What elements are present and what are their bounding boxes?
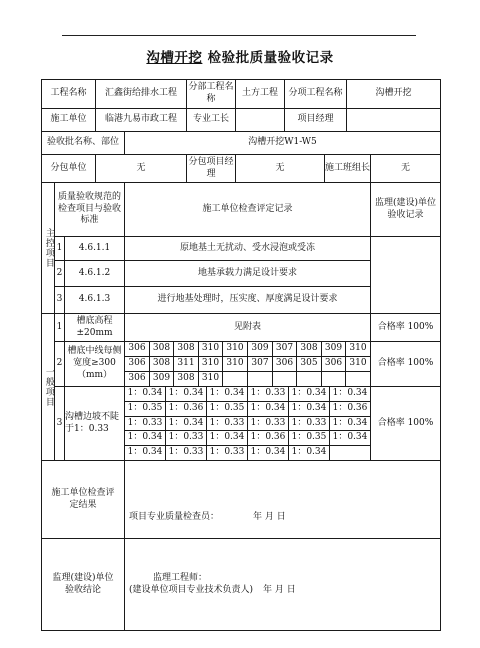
slope-measurement-cell: 1：0.35 <box>291 432 327 443</box>
general-item-record: 见附表 <box>233 321 261 332</box>
eval-date: 年 月 日 <box>253 512 286 523</box>
width-measurement-cell: 310 <box>226 358 244 369</box>
width-measurement-cell: 310 <box>349 343 367 354</box>
project-name-label: 工程名称 <box>50 88 87 99</box>
slope-measurement-cell: 1：0.34 <box>332 388 368 399</box>
supervision-conclusion-label: 监理(建设)单位验收结论 <box>52 572 114 595</box>
main-item-no: 2 <box>56 267 63 278</box>
slope-measurement-cell: 1：0.36 <box>332 403 368 414</box>
slope-measurement-cell: 1：0.33 <box>291 417 327 428</box>
batch-value: 沟槽开挖W1-W5 <box>248 137 317 148</box>
slope-measurement-cell: 1：0.34 <box>209 388 245 399</box>
main-item-record: 地基承载力满足设计要求 <box>197 267 297 278</box>
foreman-label: 专业工长 <box>192 114 229 125</box>
slope-measurement-cell <box>330 446 370 460</box>
sub-project-label: 分部工程名称 <box>188 82 234 104</box>
slope-measurement-cell: 1：0.33 <box>168 447 204 458</box>
width-measurement-cell: 310 <box>349 358 367 369</box>
slope-measurement-cell: 1：0.34 <box>291 388 327 399</box>
slope-measurement-cell: 1：0.33 <box>209 417 245 428</box>
width-measurement-cell: 308 <box>177 343 195 354</box>
width-measurement-cell: 308 <box>152 343 171 354</box>
general-item-no: 3 <box>56 417 63 428</box>
main-control-label: 主控项目 <box>43 228 54 268</box>
table-right-border <box>440 79 441 631</box>
sub-project-value: 土方工程 <box>241 88 278 99</box>
slope-measurement-cell: 1：0.35 <box>127 403 163 414</box>
width-measurement-cell: 309 <box>152 373 171 384</box>
width-measurement-cell: 309 <box>251 343 269 354</box>
item-project-value: 沟槽开挖 <box>375 88 412 99</box>
construction-eval-sign-area <box>125 461 440 538</box>
width-measurement-cell: 308 <box>300 343 318 354</box>
contractor-label: 施工单位 <box>50 114 87 125</box>
slope-measurement-cell: 1：0.34 <box>291 403 327 414</box>
width-measurement-cell: 307 <box>251 358 269 369</box>
main-item-no: 3 <box>56 294 63 305</box>
sub-pm-value: 无 <box>275 162 285 173</box>
slope-measurement-cell: 1：0.33 <box>250 417 286 428</box>
supervision-sign-area <box>125 539 440 630</box>
width-measurement-cell <box>223 372 247 386</box>
slope-measurement-cell: 1：0.35 <box>209 403 245 414</box>
general-item-no: 1 <box>56 321 63 332</box>
general-items-label: 一般项目 <box>43 367 54 407</box>
main-item-record: 原地基土无扰动、受水浸泡或受冻 <box>179 242 315 253</box>
slope-measurement-cell: 1：0.33 <box>168 432 204 443</box>
width-measurement-cell: 306 <box>128 373 146 384</box>
title-rest: 检验批质量验收记录 <box>202 50 334 66</box>
general-item-no: 2 <box>56 358 63 369</box>
general-item-rate: 合格率 100% <box>377 417 434 428</box>
slope-measurement-cell: 1：0.36 <box>250 432 286 443</box>
top-rule <box>62 35 416 36</box>
width-measurement-cell <box>273 372 296 386</box>
slope-measurement-cell: 1：0.34 <box>127 447 163 458</box>
subcontractor-value: 无 <box>136 162 146 173</box>
project-name-value: 汇鑫街给排水工程 <box>104 88 177 99</box>
width-measurement-cell: 306 <box>128 358 146 369</box>
width-measurement-cell: 310 <box>226 343 244 354</box>
project-manager-value <box>347 109 440 131</box>
sub-pm-label: 分包项目经理 <box>188 156 234 179</box>
slope-measurement-cell: 1：0.34 <box>291 447 327 458</box>
supervision-note-line <box>129 585 296 597</box>
supervision-engineer-label: 监理工程师： <box>153 572 208 583</box>
width-measurement-cell <box>297 372 321 386</box>
item-project-label: 分项工程名称 <box>288 88 343 99</box>
slope-measurement-cell: 1：0.34 <box>250 447 286 458</box>
team-leader-value: 无 <box>400 162 410 173</box>
slope-measurement-cell: 1：0.34 <box>250 403 286 414</box>
slope-measurement-cell: 1：0.34 <box>168 417 204 428</box>
width-measurement-cell: 306 <box>128 343 146 354</box>
width-measurement-cell: 307 <box>275 343 294 354</box>
table-bottom-border <box>41 630 441 631</box>
slope-measurement-cell: 1：0.34 <box>209 432 245 443</box>
width-measurement-cell: 305 <box>300 358 318 369</box>
record-header: 施工单位检查评定记录 <box>202 203 293 214</box>
supervision-note: (建设单位项目专业技术负责人) <box>129 584 254 595</box>
width-measurement-cell: 311 <box>177 358 195 369</box>
slope-measurement-cell: 1：0.36 <box>168 403 204 414</box>
slope-measurement-cell: 1：0.34 <box>332 417 368 428</box>
width-measurement-cell: 306 <box>324 358 343 369</box>
slope-measurement-cell: 1：0.34 <box>127 432 163 443</box>
foreman-value <box>236 109 284 131</box>
team-leader-label: 施工班组长 <box>325 162 371 173</box>
main-item-code: 4.6.1.2 <box>78 267 111 278</box>
general-item-rate: 合格率 100% <box>377 358 434 369</box>
slope-measurement-cell: 1：0.33 <box>250 388 286 399</box>
batch-label: 验收批名称、部位 <box>46 137 119 148</box>
slope-measurement-cell: 1：0.33 <box>209 447 245 458</box>
criteria-header: 质量验收规范的检查项目与验收标准 <box>57 191 121 226</box>
width-measurement-cell <box>322 372 345 386</box>
slope-measurement-cell: 1：0.33 <box>127 417 163 428</box>
width-measurement-cell <box>346 372 370 386</box>
inspector-label: 项目专业质量检查员： <box>129 512 220 523</box>
general-item-name: 槽底高程±20mm <box>76 315 113 338</box>
main-item-code: 4.6.1.3 <box>78 294 111 305</box>
general-item-rate: 合格率 100% <box>377 321 434 332</box>
slope-measurement-cell: 1：0.34 <box>332 432 368 443</box>
width-measurement-cell: 310 <box>201 343 220 354</box>
width-measurement-cell: 308 <box>152 358 171 369</box>
slope-measurement-cell: 1：0.34 <box>127 388 163 399</box>
general-item-name: 槽底中线每侧宽度≥300（mm） <box>67 346 122 380</box>
slope-measurement-cell: 1：0.34 <box>168 388 204 399</box>
width-measurement-cell: 308 <box>177 373 195 384</box>
project-manager-label: 项目经理 <box>297 114 334 125</box>
width-measurement-cell: 306 <box>275 358 294 369</box>
subcontractor-label: 分包单位 <box>50 162 87 173</box>
general-item-name: 沟槽边坡不陡于1：0.33 <box>65 411 120 434</box>
main-item-record: 进行地基处理时，压实度、厚度满足设计要求 <box>157 294 338 305</box>
supervision-header: 监理(建设)单位验收记录 <box>374 197 437 220</box>
main-item-code: 4.6.1.1 <box>78 242 111 253</box>
width-measurement-cell: 310 <box>201 358 220 369</box>
width-measurement-cell: 310 <box>201 373 220 384</box>
width-measurement-cell: 309 <box>324 343 343 354</box>
document-title <box>0 46 480 66</box>
contractor-value: 临港九易市政工程 <box>104 114 177 125</box>
width-measurement-cell <box>248 372 272 386</box>
title-underlined: 沟槽开挖 <box>146 50 203 66</box>
supervision-date: 年 月 日 <box>263 584 296 595</box>
construction-eval-label: 施工单位检查评定结果 <box>51 487 115 510</box>
main-item-no: 1 <box>56 242 63 253</box>
